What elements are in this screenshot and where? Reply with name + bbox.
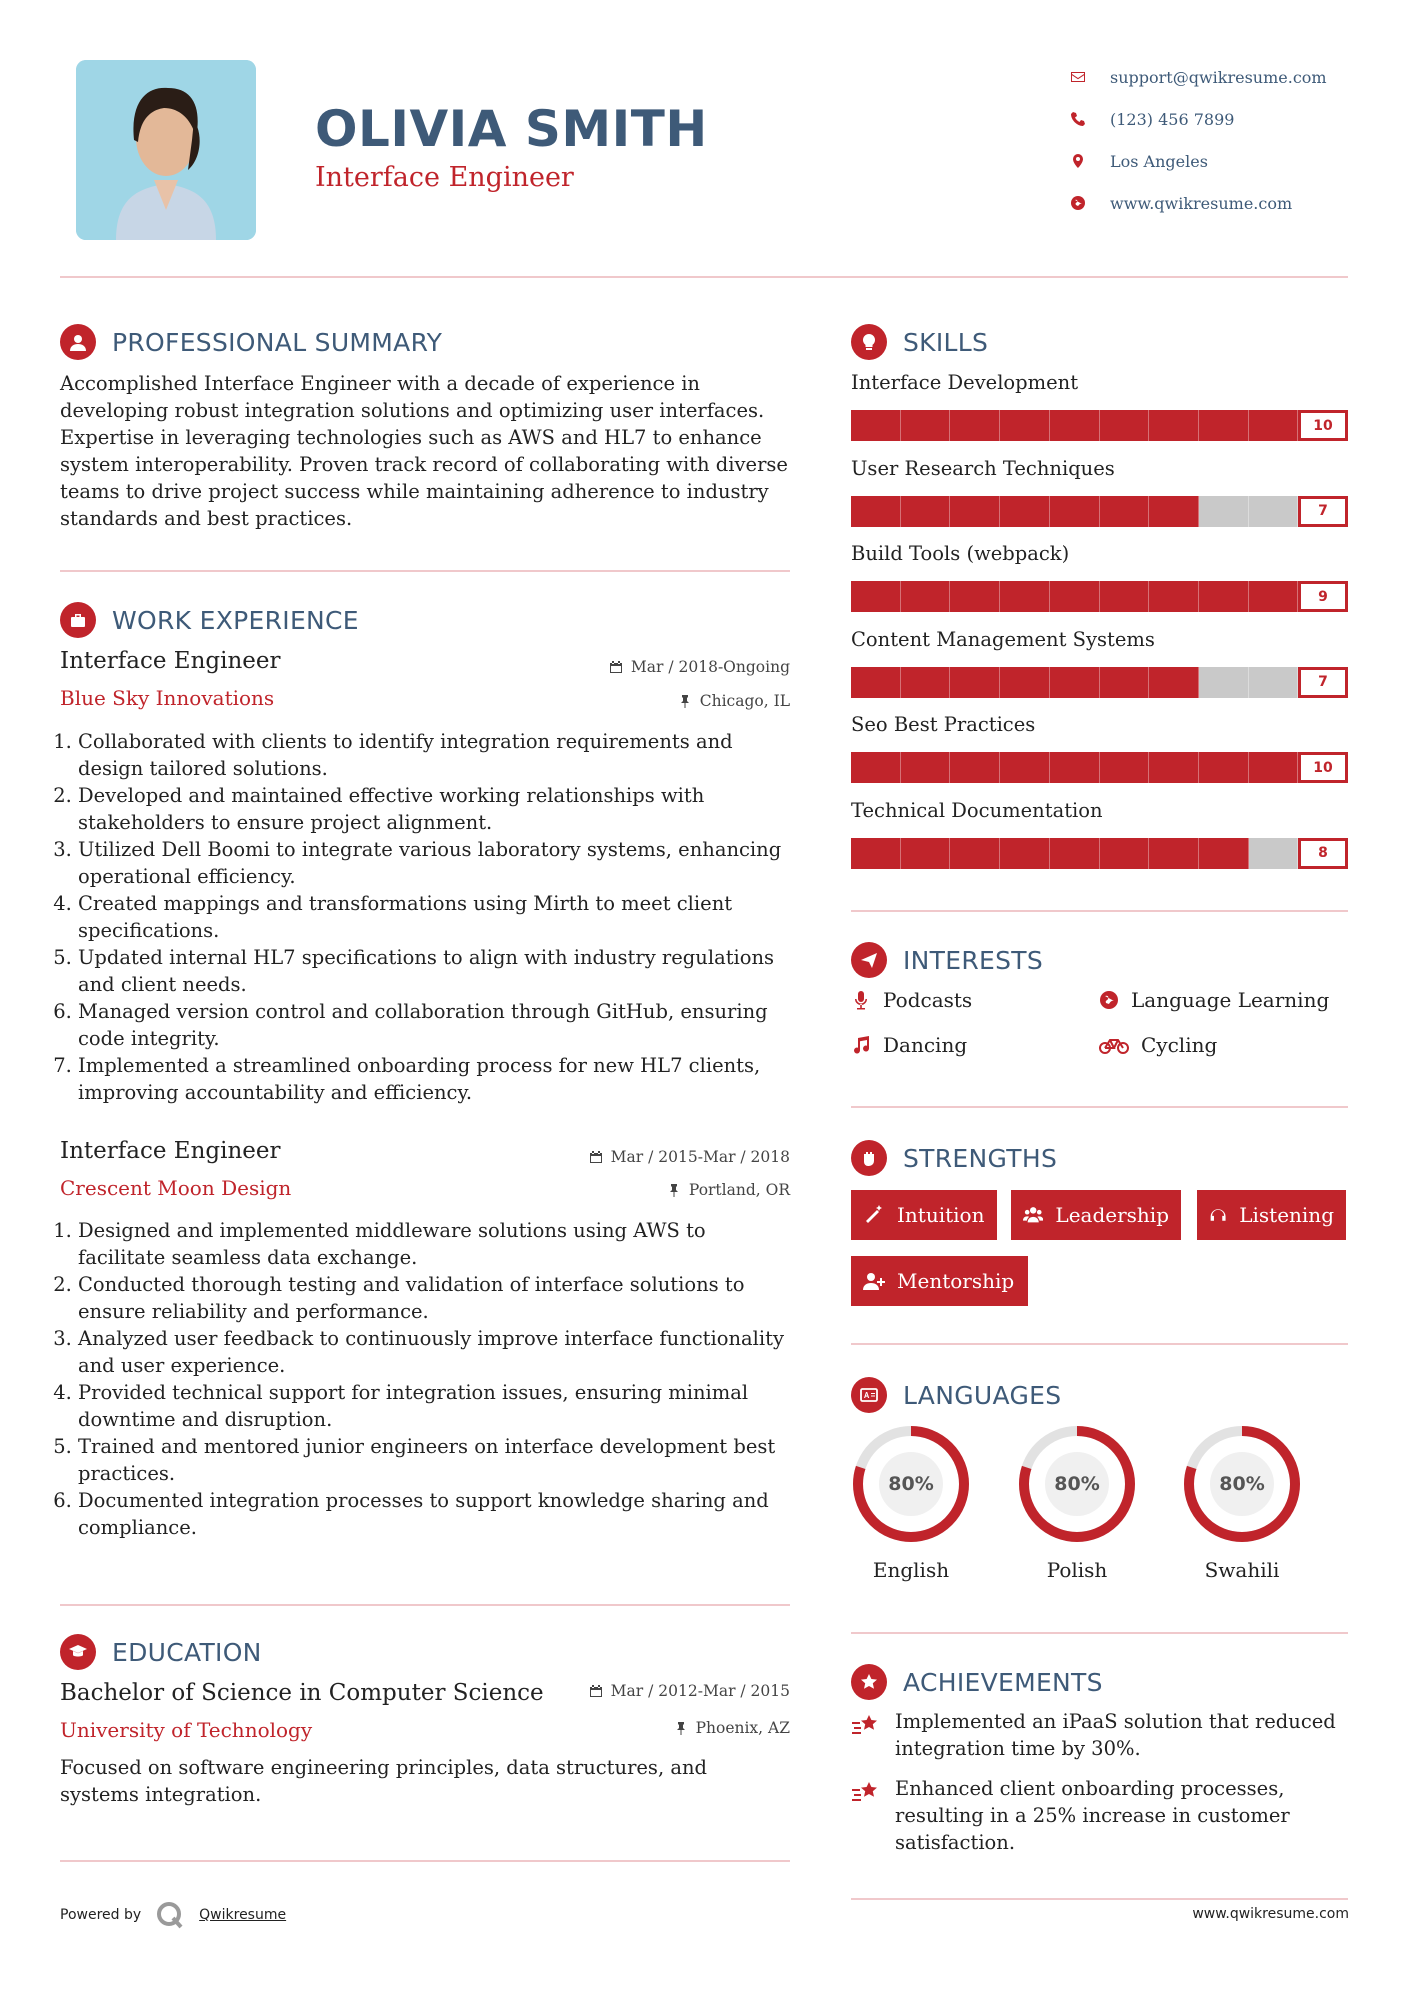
- languages-heading: [851, 1377, 1061, 1413]
- job-1-date-text: Mar / 2018-Ongoing: [630, 658, 790, 676]
- skill-bar-segment: [1199, 496, 1249, 527]
- skill-bar-segment: [1100, 838, 1150, 869]
- qwikresume-link[interactable]: Qwikresume: [199, 1907, 287, 1923]
- skills-title: SKILLS: [903, 327, 989, 357]
- skill-bar-segment: [950, 581, 1000, 612]
- globe-icon: [1099, 990, 1119, 1010]
- paper-plane-icon: [851, 942, 887, 978]
- job-1-bullets: [60, 728, 792, 1106]
- skill-bar-segment: [1249, 752, 1299, 783]
- languages-divider: [851, 1632, 1348, 1634]
- graduation-cap-icon: [60, 1634, 96, 1670]
- strengths-title: STRENGTHS: [903, 1143, 1058, 1173]
- experience-divider: [60, 1604, 790, 1606]
- education-location-text: Phoenix, AZ: [695, 1719, 790, 1737]
- language-item: [1017, 1424, 1137, 1582]
- education-location: [540, 1719, 790, 1737]
- contact-email-text: support@qwikresume.com: [1110, 67, 1327, 87]
- education-date: [540, 1682, 790, 1700]
- headphones-icon: [1209, 1204, 1227, 1226]
- shooting-star-icon: [851, 1708, 895, 1762]
- job-2-company: Crescent Moon Design: [60, 1176, 292, 1200]
- skill-bar-segment: [901, 581, 951, 612]
- skill-score: 10: [1298, 752, 1348, 783]
- skill-name: User Research Techniques: [851, 456, 1115, 480]
- skill-bar-segment: [1199, 667, 1249, 698]
- pushpin-icon: [667, 1183, 681, 1197]
- language-item: [851, 1424, 971, 1582]
- list-item: 4. Created mappings and transformations using Mirth to meet client specifications.: [78, 890, 792, 944]
- contact-website-text: www.qwikresume.com: [1110, 193, 1293, 213]
- skill-bar-segment: [950, 838, 1000, 869]
- strength-label: Mentorship: [897, 1269, 1015, 1293]
- qwikresume-logo-icon: [155, 1900, 185, 1930]
- list-item: 5. Updated internal HL7 specifications to align with industry regulations and client needs.: [78, 944, 792, 998]
- job-2-bullets: [60, 1217, 792, 1541]
- interest-cycling: [1099, 1033, 1217, 1057]
- skills-heading: [851, 324, 988, 360]
- skill-bar: [851, 752, 1348, 783]
- skill-item: [851, 368, 1348, 441]
- list-item: 5. Trained and mentored junior engineers on interface development best practices.: [78, 1433, 792, 1487]
- lightbulb-icon: [851, 324, 887, 360]
- skill-bar-segment: [1000, 410, 1050, 441]
- achievement-text: Enhanced client onboarding processes, resulting in a 25% increase in customer satisfaction.: [895, 1777, 1290, 1854]
- experience-title: WORK EXPERIENCE: [112, 605, 359, 635]
- skill-bar-segment: [1100, 496, 1150, 527]
- skill-bar-segment: [1149, 838, 1199, 869]
- candidate-role: Interface Engineer: [315, 162, 574, 193]
- skill-bar-segment: [851, 838, 901, 869]
- skill-bar-segment: [1050, 496, 1100, 527]
- skill-bar-segment: [950, 667, 1000, 698]
- interest-label: Podcasts: [883, 988, 973, 1012]
- contact-phone[interactable]: [1070, 98, 1370, 140]
- skill-bar-segment: [1149, 496, 1199, 527]
- skill-bar-segment: [950, 752, 1000, 783]
- language-percent: 80%: [1054, 1473, 1100, 1495]
- strengths-heading: [851, 1140, 1057, 1176]
- interest-label: Cycling: [1141, 1033, 1218, 1057]
- job-1-date: [540, 658, 790, 676]
- contact-list: [1070, 56, 1370, 224]
- skill-item: [851, 539, 1348, 612]
- contact-phone-text: (123) 456 7899: [1110, 109, 1235, 129]
- skill-item: [851, 710, 1348, 783]
- skill-bar-segment: [851, 752, 901, 783]
- education-degree: Bachelor of Science in Computer Science: [60, 1680, 544, 1706]
- contact-location-text: Los Angeles: [1110, 151, 1208, 171]
- interests-title: INTERESTS: [903, 945, 1044, 975]
- user-plus-icon: [863, 1270, 885, 1292]
- skill-bar-segment: [1000, 496, 1050, 527]
- skill-bar-segment: [1050, 752, 1100, 783]
- achievements-divider: [851, 1898, 1348, 1900]
- list-item: 3. Utilized Dell Boomi to integrate various laboratory systems, enhancing operational efficiency.: [78, 836, 792, 890]
- skill-bar-segment: [901, 838, 951, 869]
- skill-name: Technical Documentation: [851, 798, 1103, 822]
- skill-bar-segment: [1050, 581, 1100, 612]
- envelope-icon: [1070, 69, 1110, 85]
- job-2-date: [540, 1148, 790, 1166]
- shooting-star-icon: [851, 1775, 895, 1856]
- list-item: 2. Developed and maintained effective working relationships with stakeholders to ensure project alignment.: [78, 782, 792, 836]
- footer-url[interactable]: www.qwikresume.com: [1192, 1906, 1349, 1922]
- list-item: 6. Managed version control and collaboration through GitHub, ensuring code integrity.: [78, 998, 792, 1052]
- education-text: Focused on software engineering principles, data structures, and systems integration.: [60, 1756, 708, 1806]
- skill-bar: [851, 838, 1348, 869]
- pushpin-icon: [674, 1721, 688, 1735]
- skill-bar-segment: [1050, 667, 1100, 698]
- language-name: Polish: [1046, 1558, 1108, 1582]
- skill-item: [851, 796, 1348, 869]
- skill-bar-segment: [901, 496, 951, 527]
- summary-text: Accomplished Interface Engineer with a decade of experience in developing robust integration solutions and optimizing user interfaces. Expertise in leveraging technologies such as AWS and HL7 to enhance system interoperability. Proven track record of collaborating with diverse teams to drive project success while maintaining adherence to industry standards and best practices.: [60, 372, 788, 530]
- skills-divider: [851, 910, 1348, 912]
- job-2-title: Interface Engineer: [60, 1138, 281, 1164]
- interest-dancing: [851, 1033, 967, 1057]
- globe-icon: [1070, 195, 1110, 211]
- education-school: University of Technology: [60, 1718, 313, 1742]
- skill-name: Content Management Systems: [851, 627, 1155, 651]
- skill-item: [851, 625, 1348, 698]
- magic-wand-icon: [863, 1204, 885, 1226]
- interests-divider: [851, 1106, 1348, 1108]
- skill-bar-segment: [901, 667, 951, 698]
- skill-bar-segment: [1050, 410, 1100, 441]
- strength-tag-leadership: [1011, 1190, 1181, 1240]
- achievements-heading: [851, 1664, 1103, 1700]
- skill-bar: [851, 496, 1348, 527]
- achievements-title: ACHIEVEMENTS: [903, 1667, 1103, 1697]
- bicycle-icon: [1099, 1035, 1129, 1055]
- strength-tag-intuition: [851, 1190, 997, 1240]
- summary-title: PROFESSIONAL SUMMARY: [112, 327, 443, 357]
- list-item: 7. Implemented a streamlined onboarding process for new HL7 clients, improving accountability and efficiency.: [78, 1052, 792, 1106]
- skill-bar-segment: [950, 496, 1000, 527]
- phone-icon: [1070, 111, 1110, 127]
- languages-title: LANGUAGES: [903, 1380, 1062, 1410]
- star-badge-icon: [851, 1664, 887, 1700]
- skill-bar-segment: [1100, 752, 1150, 783]
- strength-label: Leadership: [1055, 1203, 1169, 1227]
- job-2-location: [540, 1181, 790, 1199]
- skill-bar-segment: [1100, 410, 1150, 441]
- skill-bar-segment: [1000, 667, 1050, 698]
- skill-bar-segment: [901, 410, 951, 441]
- job-1-location: [540, 692, 790, 710]
- skill-bar-segment: [851, 496, 901, 527]
- skill-bar-segment: [1149, 410, 1199, 441]
- skill-bar-segment: [1199, 581, 1249, 612]
- list-item: 1. Designed and implemented middleware solutions using AWS to facilitate seamless data exchange.: [78, 1217, 792, 1271]
- strength-tag-listening: [1197, 1190, 1346, 1240]
- skill-bar-segment: [901, 752, 951, 783]
- achievement-text: Implemented an iPaaS solution that reduced integration time by 30%.: [895, 1710, 1336, 1760]
- experience-heading: [60, 602, 359, 638]
- strength-label: Intuition: [897, 1203, 985, 1227]
- skill-score: 7: [1298, 667, 1348, 698]
- skill-item: [851, 454, 1348, 527]
- skill-name: Interface Development: [851, 371, 1079, 394]
- map-pin-icon: [1070, 153, 1110, 169]
- skill-bar-segment: [1249, 496, 1299, 527]
- user-icon: [60, 324, 96, 360]
- skill-bar-segment: [1000, 838, 1050, 869]
- list-item: 4. Provided technical support for integration issues, ensuring minimal downtime and disruption.: [78, 1379, 792, 1433]
- language-name: Swahili: [1204, 1558, 1280, 1582]
- achievement-item: [851, 1775, 1348, 1856]
- skill-score: 7: [1298, 496, 1348, 527]
- skill-bar-segment: [851, 410, 901, 441]
- list-item: 6. Documented integration processes to support knowledge sharing and compliance.: [78, 1487, 792, 1541]
- skill-bar-segment: [1100, 581, 1150, 612]
- skill-bar: [851, 581, 1348, 612]
- interests-heading: [851, 942, 1043, 978]
- job-1-location-text: Chicago, IL: [699, 692, 790, 710]
- achievement-item: [851, 1708, 1348, 1762]
- list-item: 3. Analyzed user feedback to continuously improve interface functionality and user experience.: [78, 1325, 792, 1379]
- powered-by-text: Powered by: [60, 1907, 142, 1923]
- skill-bar-segment: [1249, 410, 1299, 441]
- skill-bar-segment: [1199, 752, 1249, 783]
- language-percent: 80%: [1219, 1473, 1265, 1495]
- skill-bar-segment: [1100, 667, 1150, 698]
- microphone-icon: [851, 990, 871, 1010]
- skill-bar-segment: [1199, 838, 1249, 869]
- job-1-title: Interface Engineer: [60, 648, 281, 674]
- contact-email[interactable]: [1070, 56, 1370, 98]
- skill-score: 9: [1298, 581, 1348, 612]
- candidate-name: OLIVIA SMITH: [315, 100, 708, 158]
- calendar-icon: [589, 1150, 603, 1164]
- music-note-icon: [851, 1035, 871, 1055]
- header-divider: [60, 276, 1348, 278]
- education-title: EDUCATION: [112, 1637, 262, 1667]
- interest-label: Dancing: [883, 1033, 968, 1057]
- education-date-text: Mar / 2012-Mar / 2015: [610, 1682, 790, 1700]
- strengths-divider: [851, 1343, 1348, 1345]
- summary-divider: [60, 570, 790, 572]
- skill-name: Build Tools (webpack): [851, 542, 1070, 565]
- list-item: 1. Collaborated with clients to identify integration requirements and design tailored solutions.: [78, 728, 792, 782]
- footer-powered-by: [60, 1900, 286, 1930]
- job-1-company: Blue Sky Innovations: [60, 686, 275, 710]
- skill-bar-segment: [1000, 581, 1050, 612]
- briefcase-icon: [60, 602, 96, 638]
- skill-bar-segment: [1050, 838, 1100, 869]
- skill-bar: [851, 667, 1348, 698]
- skill-score: 10: [1298, 410, 1348, 441]
- skill-bar-segment: [1000, 752, 1050, 783]
- language-name: English: [872, 1558, 950, 1582]
- profile-photo: [76, 60, 256, 240]
- job-2-date-text: Mar / 2015-Mar / 2018: [610, 1148, 790, 1166]
- contact-website[interactable]: [1070, 182, 1370, 224]
- skill-bar-segment: [1149, 581, 1199, 612]
- language-percent: 80%: [888, 1473, 934, 1495]
- interest-podcasts: [851, 988, 972, 1012]
- job-2-location-text: Portland, OR: [688, 1181, 790, 1199]
- skill-bar-segment: [1249, 581, 1299, 612]
- skill-bar-segment: [1149, 752, 1199, 783]
- skill-bar-segment: [950, 410, 1000, 441]
- skill-bar-segment: [851, 581, 901, 612]
- skill-bar-segment: [1249, 667, 1299, 698]
- pushpin-icon: [678, 694, 692, 708]
- education-heading: [60, 1634, 262, 1670]
- skill-bar-segment: [1249, 838, 1299, 869]
- skill-bar-segment: [1199, 410, 1249, 441]
- translate-icon: [851, 1377, 887, 1413]
- skill-name: Seo Best Practices: [851, 713, 1036, 736]
- skill-bar: [851, 410, 1348, 441]
- skill-bar-segment: [851, 667, 901, 698]
- education-divider: [60, 1860, 790, 1862]
- calendar-icon: [609, 660, 623, 674]
- summary-heading: [60, 324, 442, 360]
- contact-location: [1070, 140, 1370, 182]
- interest-label: Language Learning: [1131, 988, 1330, 1012]
- skill-bar-segment: [1149, 667, 1199, 698]
- list-item: 2. Conducted thorough testing and validation of interface solutions to ensure reliability and performance.: [78, 1271, 792, 1325]
- fist-icon: [851, 1140, 887, 1176]
- calendar-icon: [589, 1684, 603, 1698]
- language-item: [1182, 1424, 1302, 1582]
- strength-tag-mentorship: [851, 1256, 1028, 1306]
- strength-label: Listening: [1239, 1203, 1334, 1227]
- interest-language-learning: [1099, 988, 1329, 1012]
- skill-score: 8: [1298, 838, 1348, 869]
- users-icon: [1023, 1204, 1043, 1226]
